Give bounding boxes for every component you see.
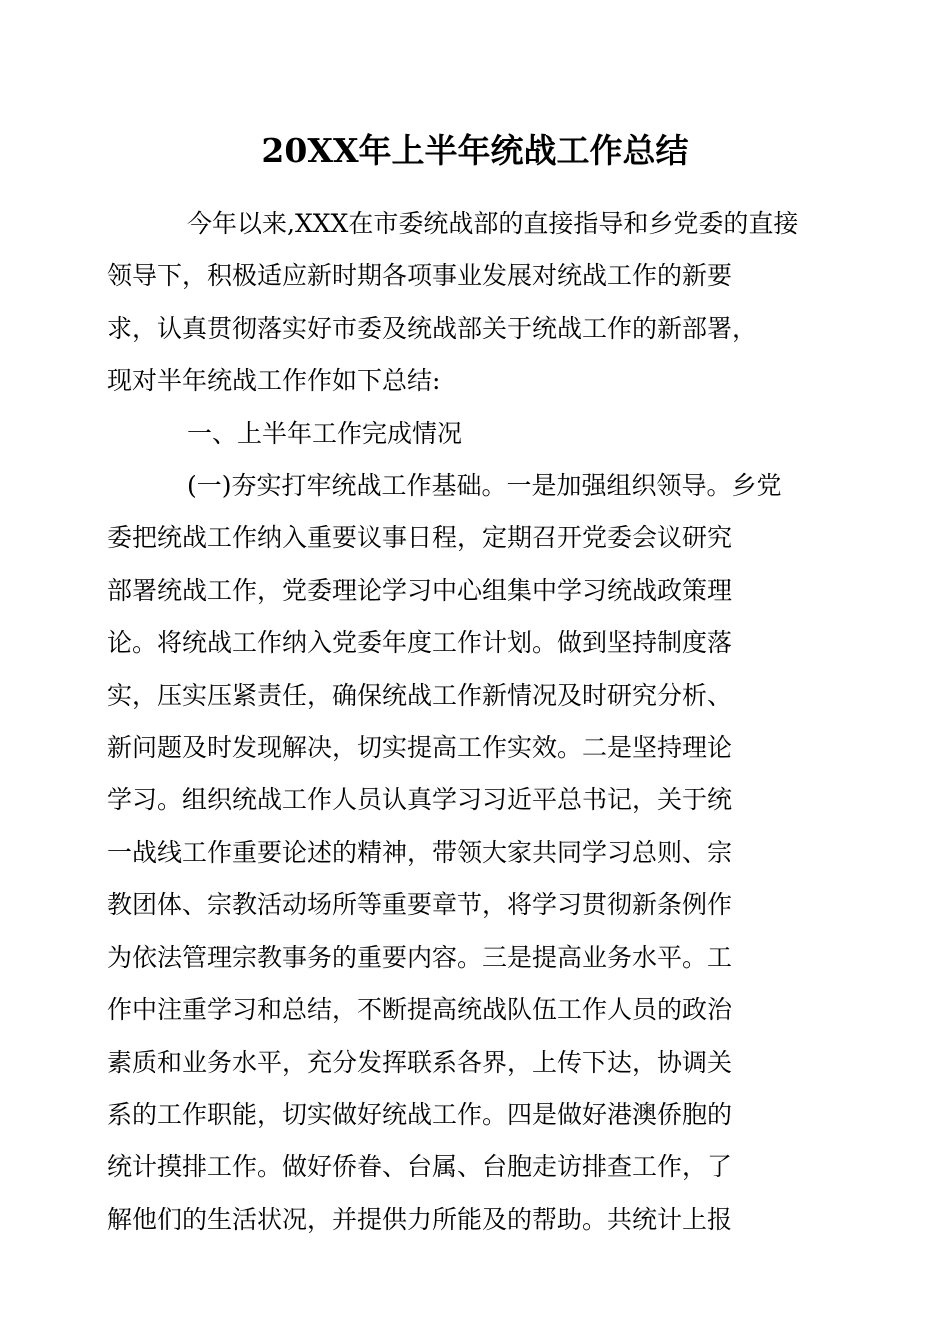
section1-line: 学习。组织统战工作人员认真学习习近平总书记，关于统 bbox=[107, 785, 733, 815]
section1-line: 部署统战工作，党委理论学习中心组集中学习统战政策理 bbox=[107, 575, 733, 605]
section1-line: 作中注重学习和总结，不断提高统战队伍工作人员的政治 bbox=[107, 995, 733, 1025]
section1-line: 解他们的生活状况，并提供力所能及的帮助。共统计上报 bbox=[107, 1204, 733, 1234]
section1-line: 论。将统战工作纳入党委年度工作计划。做到坚持制度落 bbox=[107, 628, 733, 658]
intro-line: 今年以来,XXX在市委统战部的直接指导和乡党委的直接 bbox=[187, 209, 799, 238]
section1-line: 实，压实压紧责任，确保统战工作新情况及时研究分析、 bbox=[107, 680, 733, 710]
section-heading-text: 一、上半年工作完成情况 bbox=[187, 418, 463, 448]
section1-line: 一战线工作重要论述的精神，带领大家共同学习总则、宗 bbox=[107, 837, 733, 867]
section-heading bbox=[147, 408, 807, 460]
document-title: 20XX年上半年统战工作总结 bbox=[261, 131, 689, 170]
section1-line: 委把统战工作纳入重要议事日程，定期召开党委会议研究 bbox=[107, 523, 733, 553]
section1-line: 素质和业务水平，充分发挥联系各界，上传下达，协调关 bbox=[107, 1047, 733, 1077]
intro-line: 领导下，积极适应新时期各项事业发展对统战工作的新要 bbox=[107, 261, 733, 291]
intro-line: 求，认真贯彻落实好市委及统战部关于统战工作的新部署， bbox=[107, 313, 758, 343]
section1-line: 统计摸排工作。做好侨眷、台属、台胞走访排查工作，了 bbox=[107, 1152, 733, 1182]
section1-paragraph bbox=[107, 460, 807, 1246]
document-body bbox=[107, 198, 807, 1246]
section1-line: 教团体、宗教活动场所等重要章节，将学习贯彻新条例作 bbox=[107, 890, 733, 920]
section1-line: 新问题及时发现解决，切实提高工作实效。二是坚持理论 bbox=[107, 733, 733, 763]
section1-line: (一)夯实打牢统战工作基础。一是加强组织领导。乡党 bbox=[187, 471, 782, 501]
section1-line: 系的工作职能，切实做好统战工作。四是做好港澳侨胞的 bbox=[107, 1099, 733, 1129]
intro-line: 现对半年统战工作作如下总结: bbox=[107, 366, 441, 396]
intro-paragraph bbox=[107, 198, 807, 408]
section1-line: 为依法管理宗教事务的重要内容。三是提高业务水平。工 bbox=[107, 942, 733, 972]
